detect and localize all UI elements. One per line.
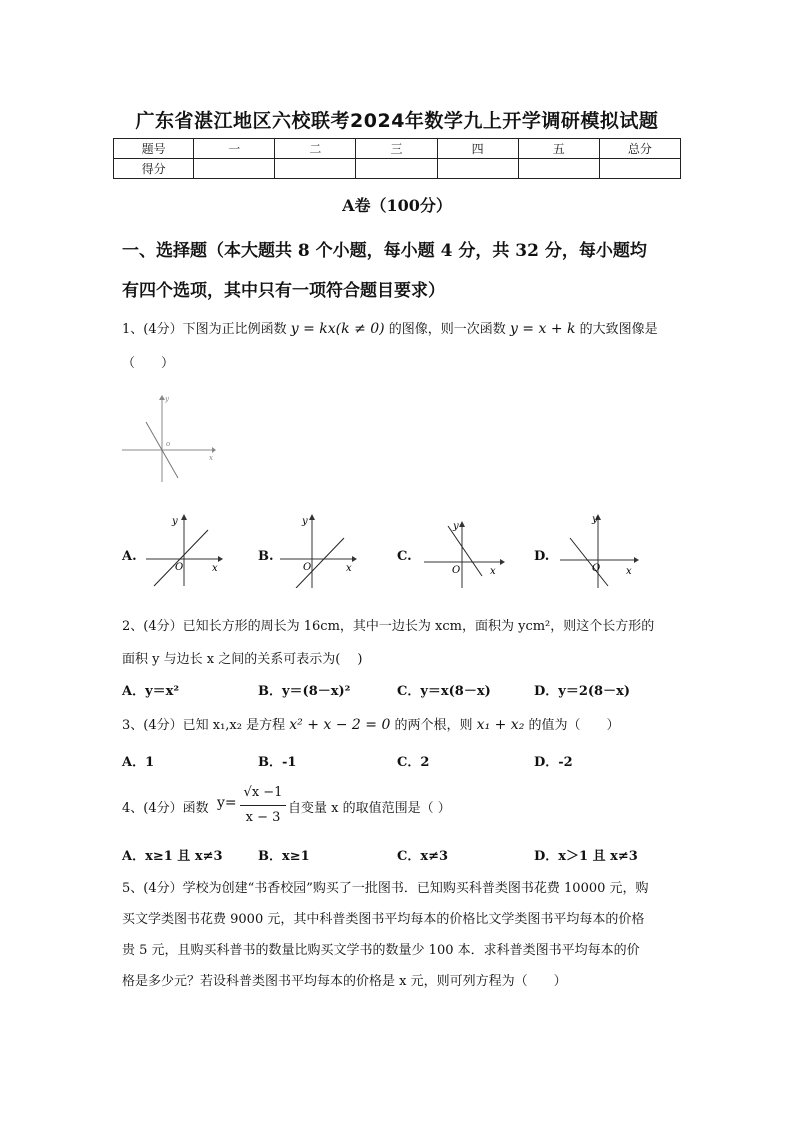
axis-label-y: y [453,521,459,532]
axis-label-y: y [165,395,169,403]
score-table-score-row [114,159,681,179]
x-axis-arrow [212,447,216,453]
formula: x² + x − 2 = 0 [289,717,391,733]
question-1-stem: 1、(4分）下图为正比例函数 y = kx(k ≠ 0) 的图像，则一次函数 y = x + k 的大致图像是 [122,321,658,337]
question-4-option-a[interactable]: A．x≥1 且 x≠3 [122,849,223,864]
axis-label-x: x [212,563,218,574]
origin-label: O [303,562,312,573]
axis-label-y: y [302,516,308,527]
option-b-label[interactable]: B. [258,549,274,564]
formula-denominator: x − 3 [245,810,281,825]
score-cell[interactable] [518,159,599,179]
formula: y = x + k [509,321,576,337]
exam-title: 广东省湛江地区六校联考2024年数学九上开学调研模拟试题 [135,110,659,132]
fraction-bar [240,805,286,806]
section-heading-line2: 有四个选项，其中只有一项符合题目要求） [122,281,445,301]
function-line [154,530,208,586]
option-d-label[interactable]: D. [534,549,550,564]
score-cell[interactable] [437,159,518,179]
x-axis-arrow [500,559,505,565]
y-axis-arrow [309,514,315,520]
question-4-suffix: 自变量 x 的取值范围是（ ） [288,801,451,816]
y-axis-arrow [459,521,465,527]
score-table-header-row [114,139,681,159]
origin-label: O [452,565,461,576]
question-5-line2: 买文学类图书花费 9000 元，其中科普类图书平均每本的价格比文学类图书平均每本的价格 [122,912,645,927]
table-cell: 三 [356,139,437,159]
score-cell[interactable] [356,159,437,179]
score-cell[interactable] [275,159,356,179]
table-cell: 五 [518,139,599,159]
axis-label-x: x [346,563,352,574]
question-1-figure [118,392,218,487]
table-cell: 题号 [114,139,194,159]
question-2-option-b[interactable]: B．y＝(8－x)² [258,684,351,699]
formula-numerator: √x −1 [243,785,283,800]
question-3-option-a[interactable]: A．1 [122,755,155,770]
x-axis-arrow [218,556,223,562]
question-4-option-d[interactable]: D．x＞1 且 x≠3 [534,849,638,864]
y-axis-arrow [181,514,187,520]
question-3-option-d[interactable]: D．-2 [534,755,573,770]
option-c-graph[interactable] [420,512,508,588]
formula: x₁ + x₂ [476,717,525,733]
function-line [570,538,608,586]
table-cell: 一 [194,139,275,159]
option-b-graph[interactable] [276,512,360,588]
axis-label-x: x [209,454,213,462]
origin-label: o [166,440,171,448]
question-5-line3: 贵 5 元，且购买科普书的数量比购买文学书的数量少 100 本．求科普类图书平均每本的价 [122,943,640,958]
question-2-option-c[interactable]: C．y＝x(8－x) [397,684,491,699]
axis-label-y: y [172,516,178,527]
axis-label-y: y [592,514,598,525]
x-axis-arrow [352,556,357,562]
axis-label-x: x [490,566,496,577]
option-a-label[interactable]: A. [122,549,137,564]
option-a-graph[interactable] [142,512,226,588]
question-3-option-b[interactable]: B．-1 [258,755,297,770]
section-heading-line1: 一、选择题（本大题共 8 个小题，每小题 4 分，共 32 分，每小题均 [122,241,647,261]
table-cell: 四 [437,139,518,159]
question-3-option-c[interactable]: C．2 [397,755,430,770]
question-4-option-c[interactable]: C．x≠3 [397,849,449,864]
score-table [113,138,681,179]
question-5-line4: 格是多少元？若设科普类图书平均每本的价格是 x 元，则可列方程为（ ） [122,974,567,989]
question-4-option-b[interactable]: B．x≥1 [258,849,310,864]
score-cell[interactable] [194,159,275,179]
origin-label: O [592,563,601,574]
question-4-prefix: 4、(4分）函数 [122,801,209,816]
question-3-stem: 3、(4分）已知 x₁,x₂ 是方程 x² + x − 2 = 0 的两个根，则 x₁ + x₂ 的值为（ ） [122,717,620,733]
table-cell: 总分 [599,139,680,159]
question-2-line1: 2、(4分）已知长方形的周长为 16cm，其中一边长为 xcm，面积为 ycm²，则这个长方形的 [122,619,655,634]
option-c-label[interactable]: C. [397,549,412,564]
score-cell[interactable] [599,159,680,179]
origin-label: O [175,562,184,573]
formula: y = kx(k ≠ 0) [290,321,385,337]
option-d-graph[interactable] [556,510,642,588]
question-2-option-d[interactable]: D．y＝2(8－x) [534,684,630,699]
formula-lhs: y= [217,795,237,811]
question-1-paren: （ ） [122,356,175,371]
table-cell: 二 [275,139,356,159]
question-2-option-a[interactable]: A．y＝x² [122,684,180,699]
axis-label-x: x [626,566,632,577]
question-2-line2: 面积 y 与边长 x 之间的关系可表示为( ) [122,652,363,667]
question-5-line1: 5、(4分）学校为创建“书香校园”购买了一批图书．已知购买科普类图书花费 10000 元，购 [122,881,649,896]
x-axis-arrow [634,557,639,563]
section-subtitle: A卷（100分） [342,196,452,215]
table-cell: 得分 [114,159,194,179]
